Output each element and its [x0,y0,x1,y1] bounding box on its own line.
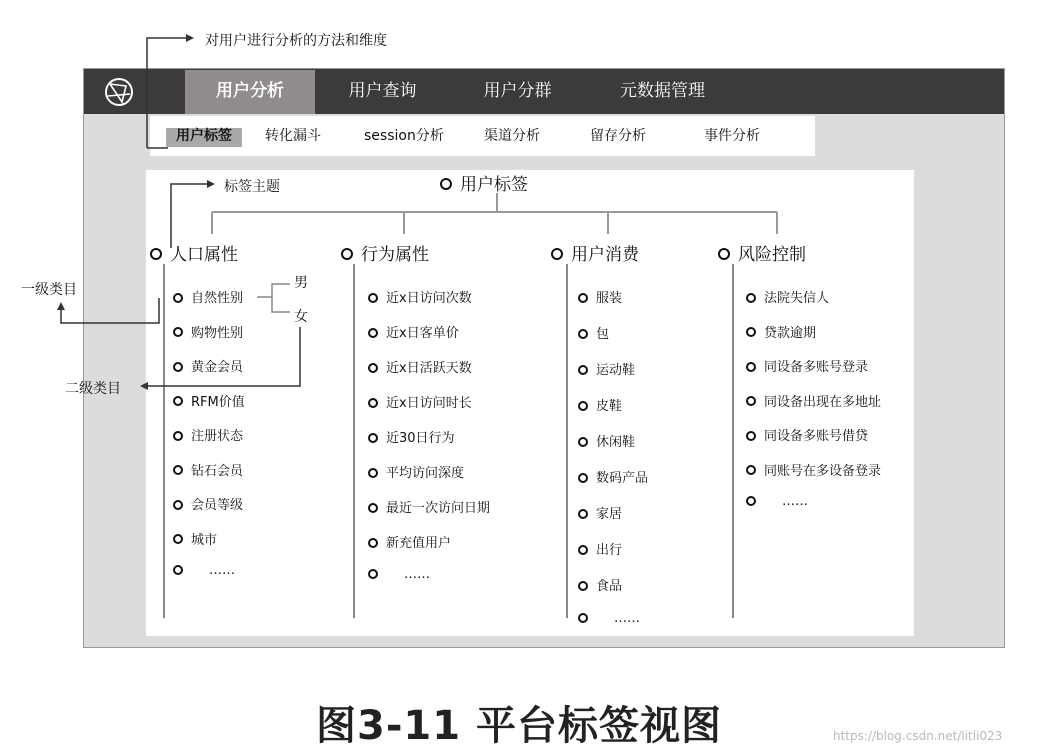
circle-bullet-icon [746,327,756,337]
category-consumption [551,240,639,265]
nav-tab-user-query[interactable]: 用户查询 [348,81,417,101]
tag-item-label: 同账号在多设备登录 [764,463,882,479]
category-label: 风险控制 [738,245,806,265]
tag-item[interactable] [368,532,451,551]
category-label: 行为属性 [361,245,429,265]
circle-bullet-icon [578,365,588,375]
tag-item-label: 近x日活跃天数 [386,361,472,376]
circle-bullet-icon [578,509,588,519]
circle-bullet-icon [746,465,756,475]
tag-item[interactable] [746,425,868,444]
tag-item[interactable] [368,392,472,411]
tag-item[interactable] [173,563,235,578]
circle-bullet-icon [578,293,588,303]
tag-item-label: 新充值用户 [386,536,452,551]
tag-item-label: 购物性别 [191,325,244,341]
tag-item-label: 皮鞋 [596,399,623,414]
tag-item-label: 近x日访问时长 [386,396,472,411]
tag-item-label: …… [782,494,808,509]
circle-bullet-icon [173,465,183,475]
tag-item[interactable] [578,287,622,306]
circle-bullet-icon [578,613,588,623]
circle-bullet-icon [746,431,756,441]
tag-item[interactable] [173,356,243,375]
tag-item-label: 包 [596,327,610,342]
figure-caption: 图3-11 平台标签视图 [315,703,723,749]
tag-item[interactable] [746,356,868,375]
tag-item[interactable] [368,427,455,446]
category-label: 人口属性 [170,245,238,265]
sub-tab-user-tags[interactable]: 用户标签 [176,128,232,144]
circle-bullet-icon [368,328,378,338]
tag-item[interactable] [578,575,622,594]
tag-item-label: …… [614,611,640,626]
watermark: https://blog.csdn.net/litli023 [833,729,1003,743]
sub-tab-channel[interactable]: 渠道分析 [484,128,540,144]
circle-bullet-icon [173,362,183,372]
sub-tab-funnel[interactable]: 转化漏斗 [265,128,321,144]
tag-item[interactable] [368,322,459,341]
annotation-topic: 标签主题 [224,179,280,195]
circle-bullet-icon [746,293,756,303]
tag-item-label: 近x日访问次数 [386,291,472,306]
tag-item[interactable] [578,323,609,342]
tag-item[interactable] [746,322,816,341]
tag-item-label: 服装 [596,291,623,306]
nav-tab-metadata[interactable]: 元数据管理 [620,81,705,101]
tag-item-label: 出行 [596,543,623,558]
tag-item[interactable] [173,529,217,548]
tag-item[interactable] [578,431,635,450]
tag-item[interactable] [746,460,881,479]
tag-item[interactable] [173,494,243,513]
nav-tab-user-group[interactable]: 用户分群 [483,81,552,101]
tag-item-label: RFM价值 [191,394,245,410]
tag-item[interactable] [578,503,622,522]
category-behavior [341,240,429,265]
tag-item-label: 近x日客单价 [386,326,459,341]
circle-bullet-icon [551,248,563,260]
circle-bullet-icon [368,468,378,478]
circle-bullet-icon [368,363,378,373]
category-demographics [150,240,238,265]
tag-item[interactable] [746,494,808,509]
tag-item[interactable] [578,395,622,414]
tag-item[interactable] [368,567,430,582]
tag-item-label: 贷款逾期 [764,325,817,341]
tag-item-label: 钻石会员 [191,463,244,479]
tag-item[interactable] [173,425,243,444]
gender-male: 男 [294,275,308,291]
tag-item-label: 注册状态 [191,429,244,444]
tree-root-label: 用户标签 [460,175,528,195]
gender-female: 女 [294,309,308,325]
tag-item-label: 同设备多账号借贷 [764,429,869,444]
tag-item-label: 平均访问深度 [386,466,465,481]
circle-bullet-icon [746,496,756,506]
annotation-level2: 二级类目 [65,381,121,397]
sub-tab-session[interactable]: session分析 [364,128,444,144]
circle-bullet-icon [368,293,378,303]
tag-item[interactable] [368,497,490,516]
tag-item-label: 近30日行为 [386,431,455,446]
tag-item-label: 运动鞋 [596,363,636,378]
tag-item-label: 同设备多账号登录 [764,360,869,375]
circle-bullet-icon [578,545,588,555]
tag-item-label: 家居 [596,507,623,522]
tag-item-label: 食品 [596,579,623,594]
circle-bullet-icon [173,534,183,544]
tag-item[interactable] [746,287,829,306]
category-label: 用户消费 [571,245,639,265]
circle-bullet-icon [368,538,378,548]
annotation-level1: 一级类目 [21,282,77,298]
tag-item-label: 数码产品 [596,471,649,486]
tag-item-label: 会员等级 [191,498,244,513]
circle-bullet-icon [578,581,588,591]
circle-bullet-icon [368,503,378,513]
circle-bullet-icon [368,398,378,408]
circle-bullet-icon [173,396,183,406]
circle-bullet-icon [746,396,756,406]
tag-item[interactable] [173,460,243,479]
tag-item-label: …… [404,567,430,582]
category-risk [718,240,806,265]
tag-item[interactable] [578,611,640,626]
tree-root [440,170,528,195]
circle-bullet-icon [173,327,183,337]
tag-item[interactable] [368,462,464,481]
tag-item[interactable] [173,287,243,306]
tag-item-label: 自然性别 [191,291,244,306]
circle-bullet-icon [746,362,756,372]
tag-item[interactable] [368,287,472,306]
tag-item-label: 城市 [191,532,218,548]
circle-bullet-icon [173,565,183,575]
circle-bullet-icon [341,248,353,260]
circle-bullet-icon [718,248,730,260]
circle-bullet-icon [368,569,378,579]
circle-bullet-icon [368,433,378,443]
circle-bullet-icon [578,401,588,411]
tag-item[interactable] [173,391,245,410]
tag-item-label: 同设备出现在多地址 [764,394,882,410]
circle-bullet-icon [173,431,183,441]
tag-item[interactable] [578,467,648,486]
nav-tab-user-analysis[interactable]: 用户分析 [216,81,284,101]
tag-item[interactable] [578,359,635,378]
tag-item[interactable] [173,322,243,341]
circle-bullet-icon [578,437,588,447]
sub-tab-retention[interactable]: 留存分析 [590,128,646,144]
circle-bullet-icon [173,293,183,303]
circle-bullet-icon [440,178,452,190]
tag-item-label: 法院失信人 [764,291,830,306]
tag-item[interactable] [578,539,622,558]
sub-tab-event[interactable]: 事件分析 [704,128,760,144]
tag-item-label: 最近一次访问日期 [386,501,491,516]
tag-item-label: 休闲鞋 [596,435,636,450]
circle-bullet-icon [578,473,588,483]
circle-bullet-icon [173,500,183,510]
tag-item-label: …… [209,563,235,578]
annotation-method: 对用户进行分析的方法和维度 [205,33,387,49]
tag-item[interactable] [368,357,472,376]
tag-item-label: 黄金会员 [191,360,244,375]
circle-bullet-icon [578,329,588,339]
tag-item[interactable] [746,391,881,410]
circle-bullet-icon [150,248,162,260]
